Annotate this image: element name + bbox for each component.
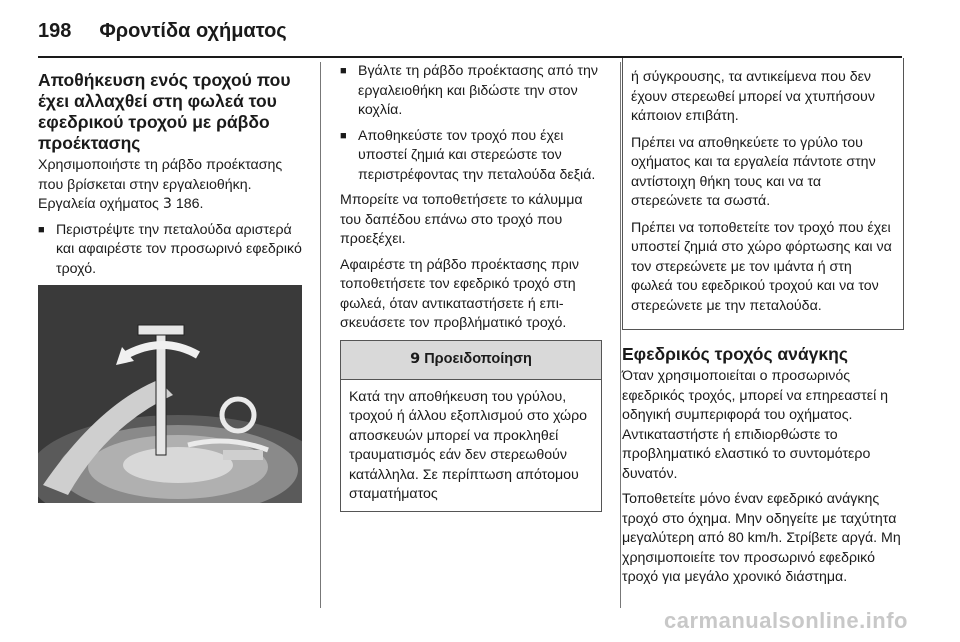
bullet-icon: ■ — [340, 65, 347, 77]
list-item — [340, 62, 602, 121]
paragraph: Μπορείτε να τοποθετήσετε το κάλυμμα του δαπέδου επάνω στο τροχό που προεξέχει. — [340, 192, 583, 247]
list-item-text: Αποθηκεύστε τον τροχό που έχει υποστεί ζημιά και στερεώστε τον περιστρέφοντας την πεταλούδα δεξιά. — [358, 127, 596, 183]
list-item — [340, 127, 602, 186]
page-reference-link[interactable]: 186. — [175, 196, 204, 212]
bullet-icon: ■ — [340, 129, 347, 142]
intro-text: Χρησιμοποιήστε τη ράβδο προέκτασης που βρίσκεται στην εργαλειοθήκη. Εργαλεία οχήματος — [38, 157, 283, 212]
page-reference-arrow-icon: 3 — [162, 196, 172, 212]
watermark: carmanualsonline.info — [664, 608, 908, 633]
list-item-text: Βγάλτε τη ράβδο προέκτασης από την εργαλειοθήκη και βιδώστε την στον κοχλία. — [358, 63, 598, 118]
list-item-text: Περιστρέψτε την πεταλούδα αριστερά και αφαιρέστε τον προσωρινό εφεδρικό τροχό. — [56, 221, 302, 277]
column-divider — [320, 62, 321, 608]
column-1 — [38, 62, 302, 503]
column-2 — [340, 62, 602, 512]
warning-paragraph: Πρέπει να τοποθετείτε τον τροχό που έχει υποστεί ζημιά στο χώρο φόρτωσης και να τον στερεώνετε με τον ιμάντα ή στη φωλεά του εφεδρικού τροχού και να τον στερεώνετε με την πεταλούδα. — [631, 219, 892, 314]
warning-title: Προειδοποίηση — [424, 350, 532, 367]
column-3 — [622, 62, 904, 594]
warning-header — [341, 341, 601, 380]
chapter-title: Φροντίδα οχήματος — [99, 19, 287, 42]
warning-box — [340, 340, 602, 512]
column-divider — [620, 62, 621, 608]
warning-body: Κατά την αποθήκευση του γρύλου, τροχού ή άλλου εξοπλισμού στο χώρο αποσκευών μπορεί να προκληθεί τραυματισμός εάν δεν στερεωθούν κατάλληλα. Σε περίπτωση απότομου σταματήματος — [349, 388, 588, 502]
paragraph: Όταν χρησιμοποιείται ο προσωρινός εφεδρικός τροχός, μπορεί να επηρεαστεί η οδηγική συμπεριφορά του οχήματος. Αντικαταστήστε ή επιδιορθώστε το προβληματικό ελαστικό το συντομότερο δυνατόν. — [622, 368, 889, 482]
warning-triangle-icon: 9 — [410, 350, 421, 367]
spare-wheel-illustration — [38, 285, 302, 503]
section-heading: Αποθήκευση ενός τροχού που έχει αλλαχθεί στη φωλεά του εφεδρικού τροχού με ράβδο προέκτασης — [38, 70, 291, 153]
paragraph: Τοποθετείτε μόνο έναν εφεδρικό ανάγκης τροχό στο όχημα. Μην οδηγείτε με ταχύτητα μεγαλύτερη από 80 km/h. Στρίβετε αργά. Μη χρησιμοποιείτε τον προσωρινό εφεδρικό τροχό για μεγάλο χρονικό διάστημα. — [622, 491, 901, 585]
spare-wheel-drawing — [38, 285, 302, 503]
list-item — [38, 221, 302, 280]
bullet-icon: ■ — [38, 223, 45, 236]
paragraph: Αφαιρέστε τη ράβδο προέκτασης πριν τοποθετήσετε τον εφεδρικό τροχό στη φωλεά, όταν αντικαταστήσετε ή επισκευάσετε τον προβλήματικό τροχό. — [340, 256, 579, 331]
warning-paragraph: ή σύγκρουσης, τα αντικείμενα που δεν έχουν στερεωθεί μπορεί να χτυπήσουν κάποιον επιβάτη. — [631, 69, 875, 124]
warning-paragraph: Πρέπει να αποθηκεύετε το γρύλο του οχήματος και τα εργαλεία πάντοτε στην αντίστοιχη θήκη τους και να τα στερεώνετε τα σωστά. — [631, 134, 876, 209]
page-number: 198 — [38, 19, 72, 42]
page-header — [38, 14, 287, 48]
warning-box-continued — [622, 58, 904, 330]
intro-paragraph — [38, 156, 302, 215]
section-heading: Εφεδρικός τροχός ανάγκης — [622, 344, 848, 364]
